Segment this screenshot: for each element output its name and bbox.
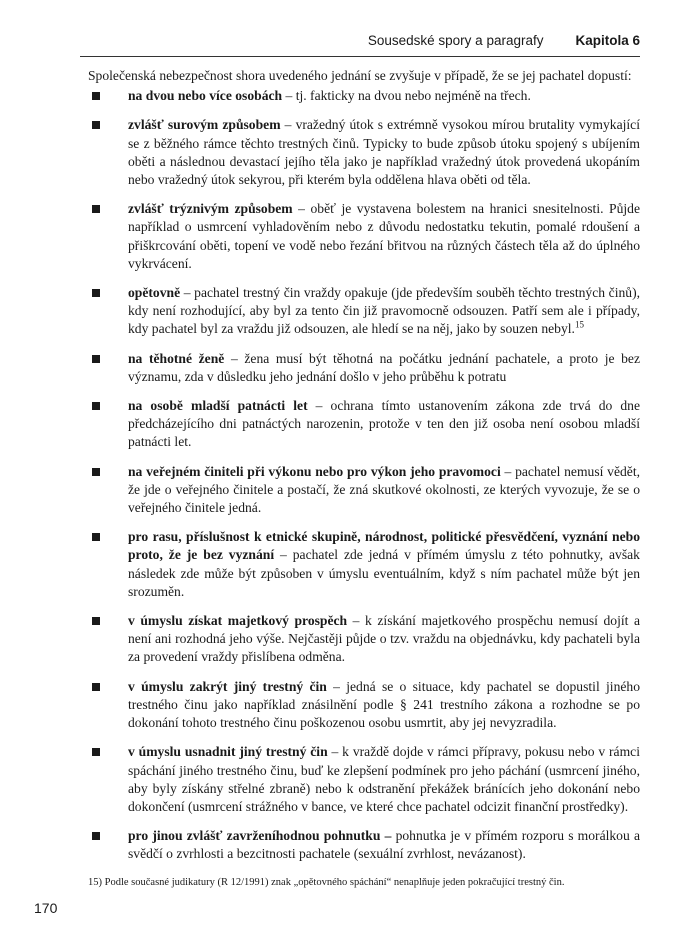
item-term: pro jinou zvlášť zavrženíhodnou pohnutku – [128,828,392,844]
list-item [88,528,640,601]
square-bullet-icon [92,92,100,100]
item-text: – žena musí být těhotná na počátku jednání pachatele, a proto je bez významu, zda v důsledku jeho jednání došlo v jeho průběhu k potratu [128,350,641,384]
item-term: zvlášť trýznivým způsobem [128,201,293,217]
list-item [88,200,640,273]
square-bullet-icon [92,468,100,476]
item-text: – oběť je vystavena bolestem na hranici snesitelnosti. Půjde například o usmrcení vyhladověním nebo z důvodu nedostatku tekutin, pomalé rdoušení a přiškrcování oběti, topení ve vodě nebo řezání břitvou na různých částech těla až do úplného vykrvácení. [128,201,640,271]
list-item [88,678,640,733]
list-item [88,463,640,518]
item-text: – pachatel zde jedná v přímém úmyslu z této pohnutky, avšak následek zde může být způsoben v úmyslu eventuálním, když s ním pachatel může být jen srozuměn. [128,547,640,599]
item-term: na osobě mladší patnácti let [128,398,308,414]
list-item [88,87,640,105]
item-term: na dvou nebo více osobách [128,88,283,104]
square-bullet-icon [92,617,100,625]
list-item [88,612,640,667]
header-rule [80,56,640,57]
item-text: – k vraždě dojde v rámci přípravy, pokusu nebo v rámci spáchání jiného trestného činu, buď ke zlepšení podmínek pro jeho páchání (usmrcení jiného, aby byly získány střelné zbraně) nebo k odstranění překážek bránících jeho dokonání nebo dokončení (usmrcení strážného v bance, ve které chce pachatel odcizit finanční prostředky). [128,744,640,814]
item-text: pohnutka je v přímém rozporu s morálkou a svědčí o zvrhlosti a bezcitnosti pachatele (sexuální zvrhlost, nevázanost). [128,828,640,862]
list-item [88,397,640,452]
intro-paragraph: Společenská nebezpečnost shora uvedeného jednání se zvyšuje v případě, že se jej pachatel dopustí: [88,68,632,83]
item-term: v úmyslu získat majetkový prospěch [128,613,348,629]
footnote-reference[interactable]: 15 [574,319,584,330]
square-bullet-icon [92,355,100,363]
aggravating-circumstances-list [88,87,640,863]
list-item [88,284,640,339]
item-text: – vražedný útok s extrémně vysokou mírou brutality vymykající se z běžného rámce těchto trestných činů. Typicky to bude způsob útoku spojený s ubíjením oběti a následnou devastací jejího těla jako je například vražedný útok provedená ukopáním nebo vražedný útok sekyrou, při kterém byla oddělena hlava oběti od těla. [128,117,640,188]
item-term: na těhotné ženě [128,350,225,366]
square-bullet-icon [92,748,100,756]
running-head [80,33,640,48]
square-bullet-icon [92,121,100,129]
book-title: Sousedské spory a paragrafy [367,33,544,48]
square-bullet-icon [92,289,100,297]
list-item [88,743,640,816]
item-text: – pachatel nemusí vědět, že jde o veřejného činitele a postačí, že zná skutkové okolnosti, ze kterých vyvozuje, že se o veřejného činitele jedná. [128,463,640,516]
item-text: – jedná se o situace, kdy pachatel se dopustil jiného trestného činu jako například znásilnění podle § 241 trestního zákona a rozhodne se po dokonání tohoto trestného činu poškozenou osobu usmrtit, aby jej nevyzradila. [128,678,640,731]
item-term: v úmyslu usnadnit jiný trestný čin [128,744,328,760]
square-bullet-icon [92,402,100,410]
item-term: pro rasu, příslušnost k etnické skupině, národnost, politické přesvědčení, vyznání nebo proto, že je bez vyznání [128,529,640,563]
item-term: opětovně [128,285,181,301]
item-term: v úmyslu zakrýt jiný trestný čin [128,678,327,694]
square-bullet-icon [92,205,100,213]
footnote: 15) Podle současné judikatury (R 12/1991) znak „opětovného spáchání“ nenaplňuje jeden pokračující trestný čin. [88,877,565,888]
square-bullet-icon [92,683,100,691]
list-item [88,350,640,386]
square-bullet-icon [92,533,100,541]
square-bullet-icon [92,832,100,840]
item-term: zvlášť surovým způsobem [128,117,281,133]
page-number: 170 [34,900,58,916]
item-text: – k získání majetkového prospěchu nemusí dojít a není ani rozhodná jeho výše. Nejčastěji půjde o tzv. vraždu na objednávku, kdy pachateli byla za provedení vraždy přislíbena odměna. [128,613,641,665]
list-item [88,827,640,863]
item-text: – ochrana tímto ustanovením zákona zde trvá do dne předcházejícího dni patnáctých narozenin, protože v ten den již osoba není osobou mladší patnácti let. [128,398,640,450]
item-text: – tj. fakticky na dvou nebo nejméně na třech. [282,88,531,104]
chapter-label: Kapitola 6 [575,33,640,48]
page-body [88,67,640,875]
item-text: – pachatel trestný čin vraždy opakuje (jde především souběh těchto trestných činů), kdy není rozhodující, aby byl za tento čin již pravomocně odsouzen. Patří sem ale i případy, kdy pachatel byl za vraždu již odsouzen, ale hledí se na něj, jako by souzen nebyl. [128,285,640,337]
item-term: na veřejném činiteli při výkonu nebo pro výkon jeho pravomoci [128,463,501,479]
list-item [88,116,640,189]
